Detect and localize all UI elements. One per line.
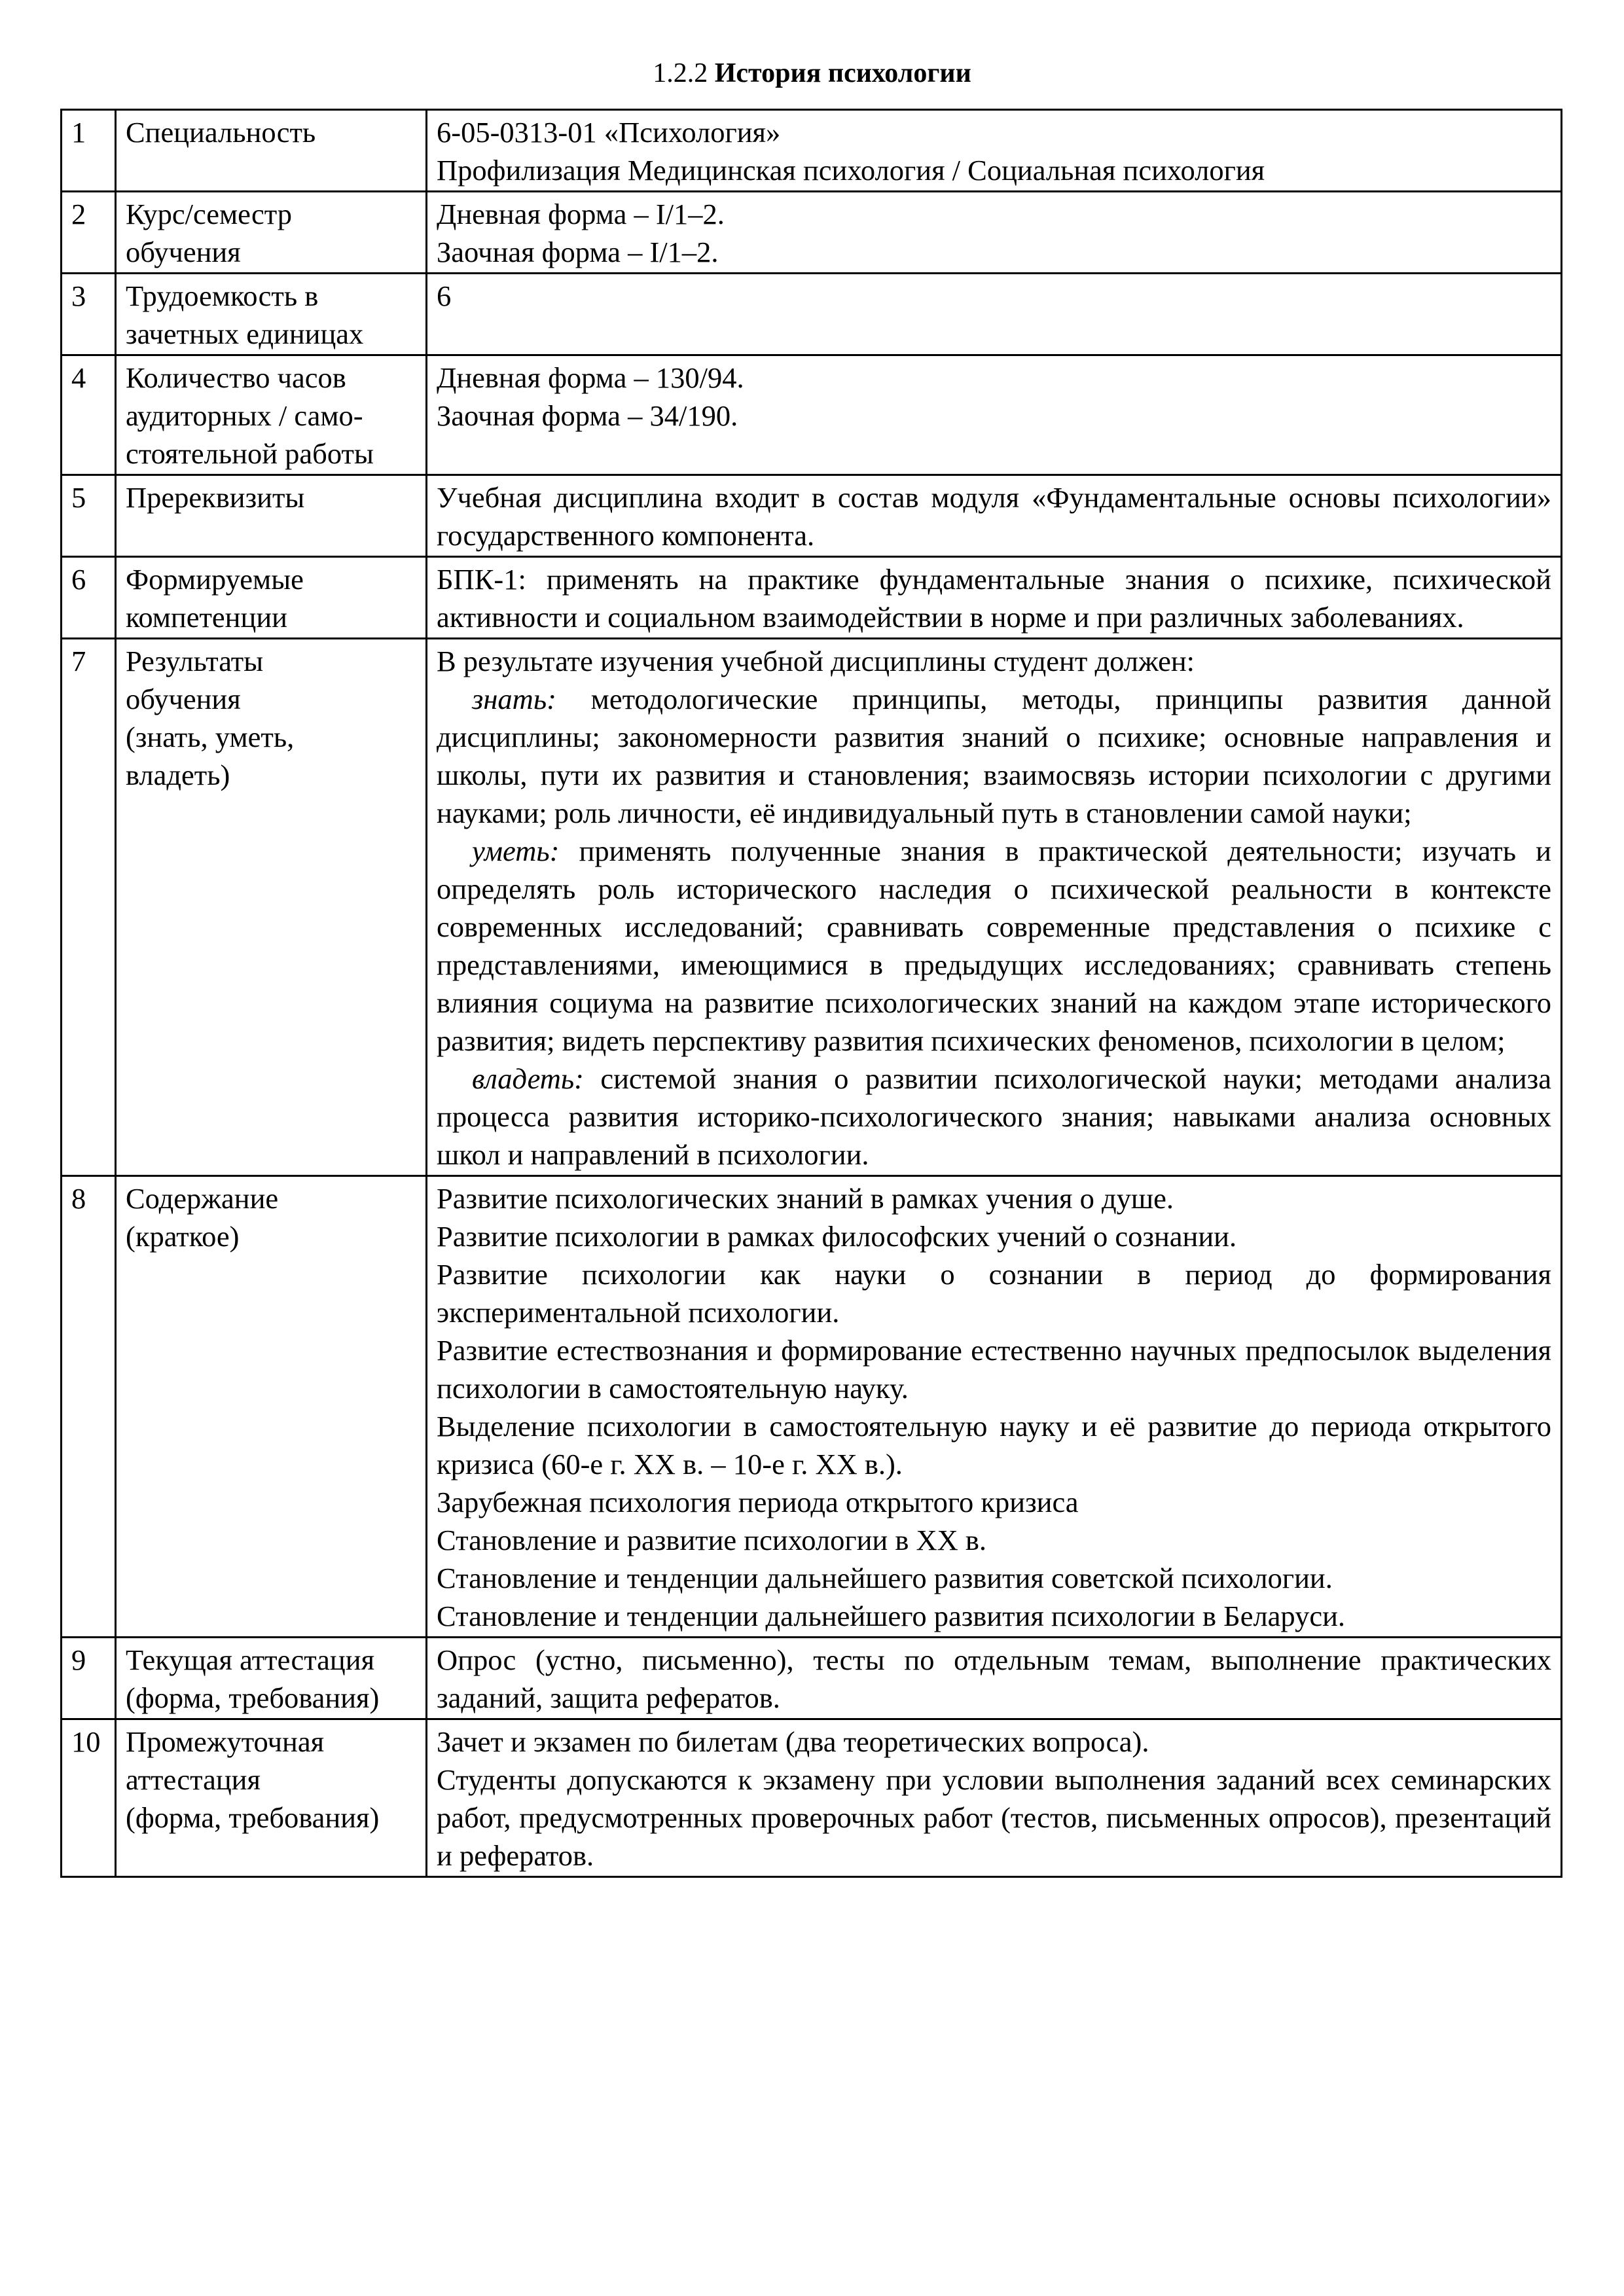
- label-line: Промежуточная: [126, 1725, 325, 1758]
- value-line: Заочная форма – 34/190.: [437, 399, 738, 432]
- row-number: 9: [62, 1638, 116, 1719]
- row-number: 4: [62, 355, 116, 475]
- label-line: Формируемые: [126, 563, 304, 596]
- content-item: Выделение психологии в самостоятельную науку и её развитие до периода открытого кризиса (60-е г. XX в. – 10-е г. XX в.).: [437, 1410, 1551, 1480]
- label-line: (краткое): [126, 1220, 240, 1253]
- content-item: Развитие психологии в рамках философских учений о сознании.: [437, 1220, 1237, 1253]
- content-item: Развитие естествознания и формирование естественно научных предпосылок выделения психологии в самостоятельную науку.: [437, 1334, 1551, 1405]
- outcome-can: [437, 832, 1551, 1060]
- row-label: [116, 1176, 427, 1638]
- outcome-know: [437, 680, 1551, 832]
- row-value: [427, 1176, 1562, 1638]
- value-line: Заочная форма – I/1–2.: [437, 236, 719, 268]
- value-paragraph: Учебная дисциплина входит в состав модуля «Фундаментальные основы психологии» государственного компонента.: [437, 481, 1551, 552]
- label-line: Курс/семестр: [126, 198, 293, 230]
- value-line: Дневная форма – 130/94.: [437, 361, 744, 394]
- outcome-text: методологические принципы, методы, принципы развития данной дисциплины; закономерности развития знаний о психике; основные направления и школы, пути их развития и становления; взаимосвязь истории психологии с другими науками; роль личности, её индивидуальный путь в становлении самой науки;: [437, 683, 1551, 829]
- section-name: История психологии: [714, 58, 971, 88]
- label-line: (форма, требования): [126, 1681, 380, 1714]
- document-title: [0, 56, 1624, 90]
- label-line: обучения: [126, 683, 241, 715]
- value-paragraph: БПК-1: применять на практике фундаментальные знания о психике, психической активности и социальном взаимодействии в норме и при различных заболеваниях.: [437, 563, 1551, 634]
- label-line: владеть): [126, 759, 230, 791]
- content-item: Становление и тенденции дальнейшего развития советской психологии.: [437, 1562, 1333, 1594]
- label-line: Количество часов: [126, 361, 346, 394]
- label-line: обучения: [126, 236, 241, 268]
- row-number: 10: [62, 1719, 116, 1877]
- outcome-text: системой знания о развитии психологической науки; методами анализа процесса развития историко-психологического знания; навыками анализа основных школ и направлений в психологии.: [437, 1062, 1551, 1171]
- table-row: [62, 557, 1562, 639]
- value-paragraph: Зачет и экзамен по билетам (два теоретических вопроса).: [437, 1725, 1149, 1758]
- table-row: [62, 274, 1562, 355]
- content-item: Зарубежная психология периода открытого кризиса: [437, 1486, 1079, 1518]
- row-value: [427, 192, 1562, 274]
- row-value: [427, 110, 1562, 192]
- table-row: [62, 1719, 1562, 1877]
- outcome-text: применять полученные знания в практической деятельности; изучать и определять роль исторического наследия о психической реальности в контексте современных исследований; сравнивать современные представления о психике с представлениями, имеющимися в предыдущих исследованиях; сравнивать степень влияния социума на развитие психологических знаний на каждом этапе исторического развития; видеть перспективу развития психических феноменов, психологии в целом;: [437, 834, 1551, 1057]
- value-paragraph: Опрос (устно, письменно), тесты по отдельным темам, выполнение практических заданий, защита рефератов.: [437, 1643, 1551, 1714]
- table-row: [62, 1638, 1562, 1719]
- row-label: [116, 639, 427, 1176]
- row-label: [116, 192, 427, 274]
- table-row: [62, 355, 1562, 475]
- label-line: стоятельной работы: [126, 437, 374, 470]
- label-line: аттестация: [126, 1763, 261, 1796]
- outcomes-intro: В результате изучения учебной дисциплины студент должен:: [437, 645, 1195, 677]
- row-label: [116, 110, 427, 192]
- row-label: [116, 274, 427, 355]
- value-paragraph: Студенты допускаются к экзамену при условии выполнения заданий всех семинарских работ, предусмотренных проверочных работ (тестов, письменных опросов), презентаций и рефератов.: [437, 1763, 1551, 1872]
- label-line: компетенции: [126, 601, 287, 634]
- table-row: [62, 110, 1562, 192]
- value-line: 6: [437, 279, 452, 312]
- label-line: (знать, уметь,: [126, 721, 295, 753]
- label-line: Специальность: [126, 116, 316, 149]
- row-label: [116, 1719, 427, 1877]
- table-row: [62, 1176, 1562, 1638]
- value-line: 6-05-0313-01 «Психология»: [437, 116, 781, 149]
- discipline-card-table: [60, 109, 1562, 1878]
- label-line: Пререквизиты: [126, 481, 305, 514]
- row-label: [116, 1638, 427, 1719]
- content-item: Становление и тенденции дальнейшего развития психологии в Беларуси.: [437, 1600, 1346, 1632]
- row-value: [427, 639, 1562, 1176]
- row-number: 8: [62, 1176, 116, 1638]
- row-number: 6: [62, 557, 116, 639]
- label-line: Содержание: [126, 1182, 279, 1215]
- row-value: [427, 557, 1562, 639]
- table-row: [62, 192, 1562, 274]
- table-row: [62, 475, 1562, 557]
- row-label: [116, 557, 427, 639]
- section-number: 1.2.2: [653, 58, 708, 88]
- row-number: 5: [62, 475, 116, 557]
- outcome-term: знать:: [472, 683, 556, 715]
- row-value: [427, 274, 1562, 355]
- content-item: Развитие психологических знаний в рамках учения о душе.: [437, 1182, 1174, 1215]
- row-value: [427, 355, 1562, 475]
- label-line: Текущая аттестация: [126, 1643, 375, 1676]
- value-line: Профилизация Медицинская психология / Социальная психология: [437, 154, 1265, 187]
- value-line: Дневная форма – I/1–2.: [437, 198, 725, 230]
- label-line: Результаты: [126, 645, 264, 677]
- content-item: Становление и развитие психологии в XX в.: [437, 1524, 987, 1556]
- row-label: [116, 355, 427, 475]
- row-value: [427, 475, 1562, 557]
- outcome-term: уметь:: [472, 834, 560, 867]
- outcome-term: владеть:: [472, 1062, 584, 1095]
- row-value: [427, 1638, 1562, 1719]
- row-number: 3: [62, 274, 116, 355]
- row-number: 7: [62, 639, 116, 1176]
- label-line: аудиторных / само-: [126, 399, 363, 432]
- content-item: Развитие психологии как науки о сознании в период до формирования экспериментальной психологии.: [437, 1258, 1551, 1329]
- outcome-master: [437, 1060, 1551, 1174]
- label-line: Трудоемкость в: [126, 279, 319, 312]
- label-line: зачетных единицах: [126, 317, 364, 350]
- table-row: [62, 639, 1562, 1176]
- label-line: (форма, требования): [126, 1801, 380, 1834]
- row-label: [116, 475, 427, 557]
- row-number: 2: [62, 192, 116, 274]
- row-value: [427, 1719, 1562, 1877]
- row-number: 1: [62, 110, 116, 192]
